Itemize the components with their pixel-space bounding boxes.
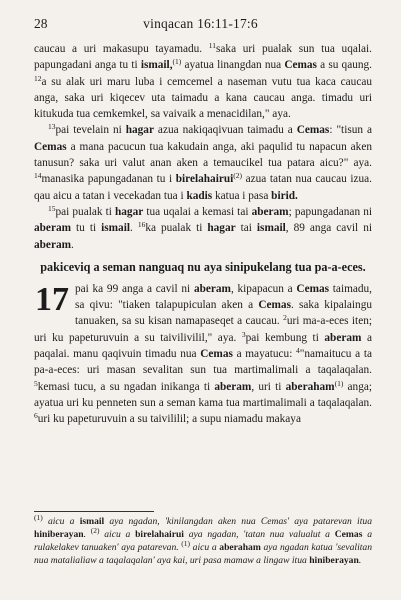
verse-number: 2 [283, 313, 287, 323]
paragraph-17-1-6: 17 pai ka 99 anga a cavil ni aberam, kipapacun a Cemas taimadu, sa qivu: "tiaken talapupiculan aken a Cemas. saka kipalaingu tanuaken, sa su kisan namapaseqet a caucau. $^2$uri ma-a-eces iten; uri ku papeturuvuin a su taivilivilil," aya. $^3$pai kembung ti aberam a paqalai. manu qaqivuin timadu nua Cemas a mayatucu: $^4$"namaitucu a ta pa-a-eces: uri masan sevalitan sun tua martimalimali a taqalaqalan. $^5$kemasi tucu, a su ngadan inikanga ti aberam, uri ti aberaham$^{(1)}$ anga; ayatua uri ku penneten sun a seman kama tua martimalimali a taqalaqalan. $^6$uri ku papeturuvuin a su taivililil; a supu niamadu makaya [34, 280, 373, 426]
name-aberam: aberam [214, 380, 252, 393]
name-ismail: ismail, [140, 59, 173, 72]
verse-number: 15 [48, 203, 56, 213]
verse-number: 5 [34, 378, 38, 388]
verse-number: 6 [34, 411, 38, 421]
footnotes: $^{(1)}$ aicu a ismail aya ngadan, 'kinilangdan aken nua Cemas' aya patarevan itua hiniberayan. $^{(2)}$ aicu a birelahairui aya ngadan, 'tatan nua valualut a Cemas a rulakelakev tanuaken' aya patarevan. $^{(1)}$ aicu a aberaham aya ngadan katua 'sevalitan nua matalialiaw a taqalaqalan' aya kai, uri pasa mamaw a lingaw itua hiniberayan. [34, 513, 373, 566]
verse-number: 12 [34, 73, 42, 83]
running-header [34, 16, 367, 32]
name-aberam: aberam [34, 222, 72, 235]
name-ismail: ismail [256, 222, 286, 235]
name-aberam: aberam [193, 282, 231, 295]
running-title: vinqacan 16:11-17:6 [143, 16, 258, 31]
verse-number: 3 [241, 329, 246, 339]
name-hagar: hagar [125, 124, 154, 137]
name-birelahairui: birelahairui [175, 173, 234, 186]
name-birid: birid. [271, 189, 298, 202]
name-cemas: Cemas [258, 299, 291, 312]
verse-number: 13 [48, 122, 56, 132]
name-hagar: hagar [207, 222, 236, 235]
paragraph-16-15-16: $^{15}$pai pualak ti hagar tua uqalai a kemasi tai aberam; papungadanan ni aberam tu ti ismail. $^{16}$ka pualak ti hagar tai ismail, 89 anga cavil ni aberam. [34, 203, 372, 251]
footnote-divider [34, 511, 154, 512]
name-kadis: kadis [186, 189, 213, 202]
name-cemas: Cemas [200, 348, 233, 361]
footnote-marker: (1) [334, 378, 344, 388]
chapter-number: 17 [35, 280, 69, 318]
verse-number: 16 [137, 220, 146, 230]
footnote-marker: (1) [34, 513, 43, 522]
name-aberaham: aberaham [285, 380, 335, 393]
paragraph-16-13-14: $^{13}$pai tevelain ni hagar azua nakiqaqivuan taimadu a Cemas: "tisun a Cemas a mana pacucun tua kakudain anga, aki paqulid tu napacun aken tanusun? saka uri valut anan aken a temaucikel tua patara aicu?" aya. $^{14}$manasika papungadanan tu i birelahairui$^{(2)}$ azua tatan nua caucau izua. qau aicu a tatan i vecekadan tua i kadis katua i pasa birid. [34, 122, 372, 202]
name-cemas: Cemas [296, 282, 330, 295]
name-aberam: aberam [324, 331, 362, 344]
name-cemas: Cemas [34, 140, 67, 153]
name-ismail: ismail [101, 222, 130, 235]
paragraph-16-10-12: caucau a uri makasupu tayamadu. $^{11}$saka uri pualak sun tua uqalai. papungadani anga tu ti ismail,$^{(1)}$ ayatua linangdan nua Cemas a su qaung. $^{12}$a su alak uri maru luba i cemcemel a naseman vutu tua kaca caucau anga, saka uri kiqecev uta taimadu a kana caucau anga. timadu uri kitukuda tua cemkemkel, sa vaivaik a menacidilan," aya. [34, 41, 372, 121]
name-hagar: hagar [115, 205, 144, 218]
footnote-marker: (1) [172, 57, 182, 67]
footnote-marker: (1) [181, 538, 191, 548]
verse-number: 4 [296, 346, 300, 356]
name-aberam: aberam [251, 205, 289, 218]
section-heading: pakiceviq a seman nanguaq nu aya sinipukelang tua pa-a-eces. [40, 259, 366, 274]
verse-number: 11 [208, 41, 217, 50]
footnote-marker: (2) [233, 171, 243, 181]
verse-number: 14 [34, 171, 42, 181]
page-number: 28 [34, 16, 48, 31]
main-text [34, 41, 372, 428]
name-aberam: aberam [34, 238, 72, 251]
name-cemas: Cemas [296, 124, 330, 137]
name-cemas: Cemas [284, 59, 317, 72]
footnote-marker: (2) [90, 525, 100, 535]
